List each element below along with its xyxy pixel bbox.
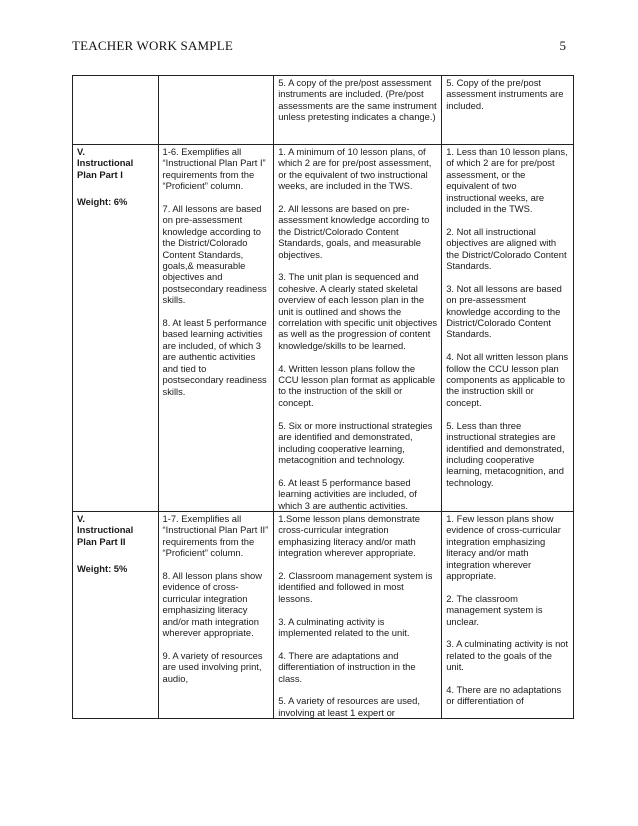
table-row (73, 76, 574, 145)
proficient-cell (158, 145, 274, 512)
criterion-item: 2. Classroom management system is identified and followed in most lessons. (278, 569, 433, 604)
criterion-item: 1. Less than 10 lesson plans, of which 2 are for pre/post assessment, or the equivalent of two instructional weeks, are included in the TWS. (446, 146, 568, 215)
criterion-item: 4. There are no adaptations or differentiation of (446, 683, 562, 707)
section-weight: Weight: 6% (77, 196, 128, 208)
criterion-item: 1.Some lesson plans demonstrate cross-curricular integration emphasizing literacy and/or math integration wherever appropriate. (278, 512, 420, 559)
unsatisfactory-cell (442, 76, 574, 145)
criterion-item: 2. The classroom management system is unclear. (446, 592, 543, 627)
section-title-line: Instructional (77, 157, 134, 169)
criterion-item: 9. A variety of resources are used involving print, audio, (162, 649, 263, 684)
section-number: V. (77, 512, 85, 524)
criterion-item: 5. A copy of the pre/post assessment instruments are included. (Pre/post assessments are the same instrument unless pretesting indicates a change.) (278, 77, 437, 123)
section-title-line: Instructional (77, 524, 134, 536)
rubric-table (72, 75, 574, 719)
partially-proficient-cell (274, 511, 442, 718)
unsatisfactory-cell (442, 511, 574, 718)
criterion-item: 4. Not all written lesson plans follow the CCU lesson plan components as applicable to the instruction skill or concept. (446, 351, 569, 408)
criterion-item: 5. Less than three instructional strategies are identified and demonstrated, including cooperative learning, metacognition, and technology. (446, 419, 565, 488)
criterion-item: 5. Copy of the pre/post assessment instruments are included. (446, 77, 564, 111)
running-head: TEACHER WORK SAMPLE (72, 38, 234, 53)
section-title-line: Plan Part I (77, 168, 123, 180)
page-header (72, 38, 566, 54)
criterion-item: 1. A minimum of 10 lesson plans, of which 2 are for pre/post assessment, or the equivalent of two instructional weeks, are included in the TWS. (278, 146, 432, 192)
criterion-item: 3. Not all lessons are based on pre-assessment knowledge according to the District/Colorado Content Standards. (446, 282, 562, 340)
criterion-cell (73, 145, 159, 512)
proficient-cell (158, 76, 274, 145)
section-number: V. (77, 146, 85, 157)
criterion-item: 1. Few lesson plans show evidence of cross-curricular integration emphasizing literacy and/or math integration wherever appropriate. (446, 512, 561, 581)
criterion-item: 8. At least 5 performance based learning activities are included, of which 3 are authentic activities and tied to postsecondary readiness skills. (162, 317, 267, 397)
criterion-item: 5. A variety of resources are used, involving at least 1 expert or (278, 695, 420, 718)
criterion-item: 6. At least 5 performance based learning activities are included, of which 3 are authentic activities. (278, 476, 417, 511)
criterion-item: 1-6. Exemplifies all “Instructional Plan Part I” requirements from the “Proficient” column. (162, 146, 266, 192)
section-weight: Weight: 5% (77, 563, 128, 575)
table-row (73, 511, 574, 718)
table-row (73, 145, 574, 512)
criterion-cell (73, 511, 159, 718)
criterion-item: 5. Six or more instructional strategies are identified and demonstrated, including cooperative learning, metacognition and technology. (278, 419, 433, 465)
criterion-item: 8. All lesson plans show evidence of cross-curricular integration emphasizing literacy and/or math integration wherever appropriate. (162, 569, 263, 638)
page-number: 5 (559, 38, 566, 53)
section-title-line: Plan Part II (77, 535, 126, 547)
unsatisfactory-cell (442, 145, 574, 512)
criterion-item: 4. There are adaptations and differentiation of instruction in the class. (278, 649, 416, 684)
proficient-cell (158, 511, 274, 718)
criterion-item: 4. Written lesson plans follow the CCU lesson plan format as applicable to the instruction of the skill or concept. (278, 362, 436, 408)
criterion-item: 2. All lessons are based on pre-assessment knowledge according to the District/Colorado Content Standards, goals, and measurable objectives. (278, 203, 430, 260)
criterion-item: 3. A culminating activity is implemented related to the unit. (278, 615, 410, 638)
criterion-item: 1-7. Exemplifies all “Instructional Plan Part II” requirements from the “Proficient” column. (162, 512, 269, 559)
criterion-item: 2. Not all instructional objectives are aligned with the District/Colorado Content Standards. (446, 225, 567, 272)
criterion-item: 7. All lessons are based on pre-assessment knowledge according to the District/Colorado Content Standards, goals,& measurable objectives and postsecondary readiness skills. (162, 203, 267, 306)
partially-proficient-cell (274, 76, 442, 145)
partially-proficient-cell (274, 145, 442, 512)
criterion-item: 3. A culminating activity is not related to the goals of the unit. (446, 638, 569, 673)
criterion-cell (73, 76, 159, 145)
criterion-item: 3. The unit plan is sequenced and cohesive. A clearly stated skeletal overview of each lesson plan in the unit is outlined and shows the correlation with specific unit objectives as well as the progression of content knowledge/skills to be learned. (278, 271, 438, 351)
